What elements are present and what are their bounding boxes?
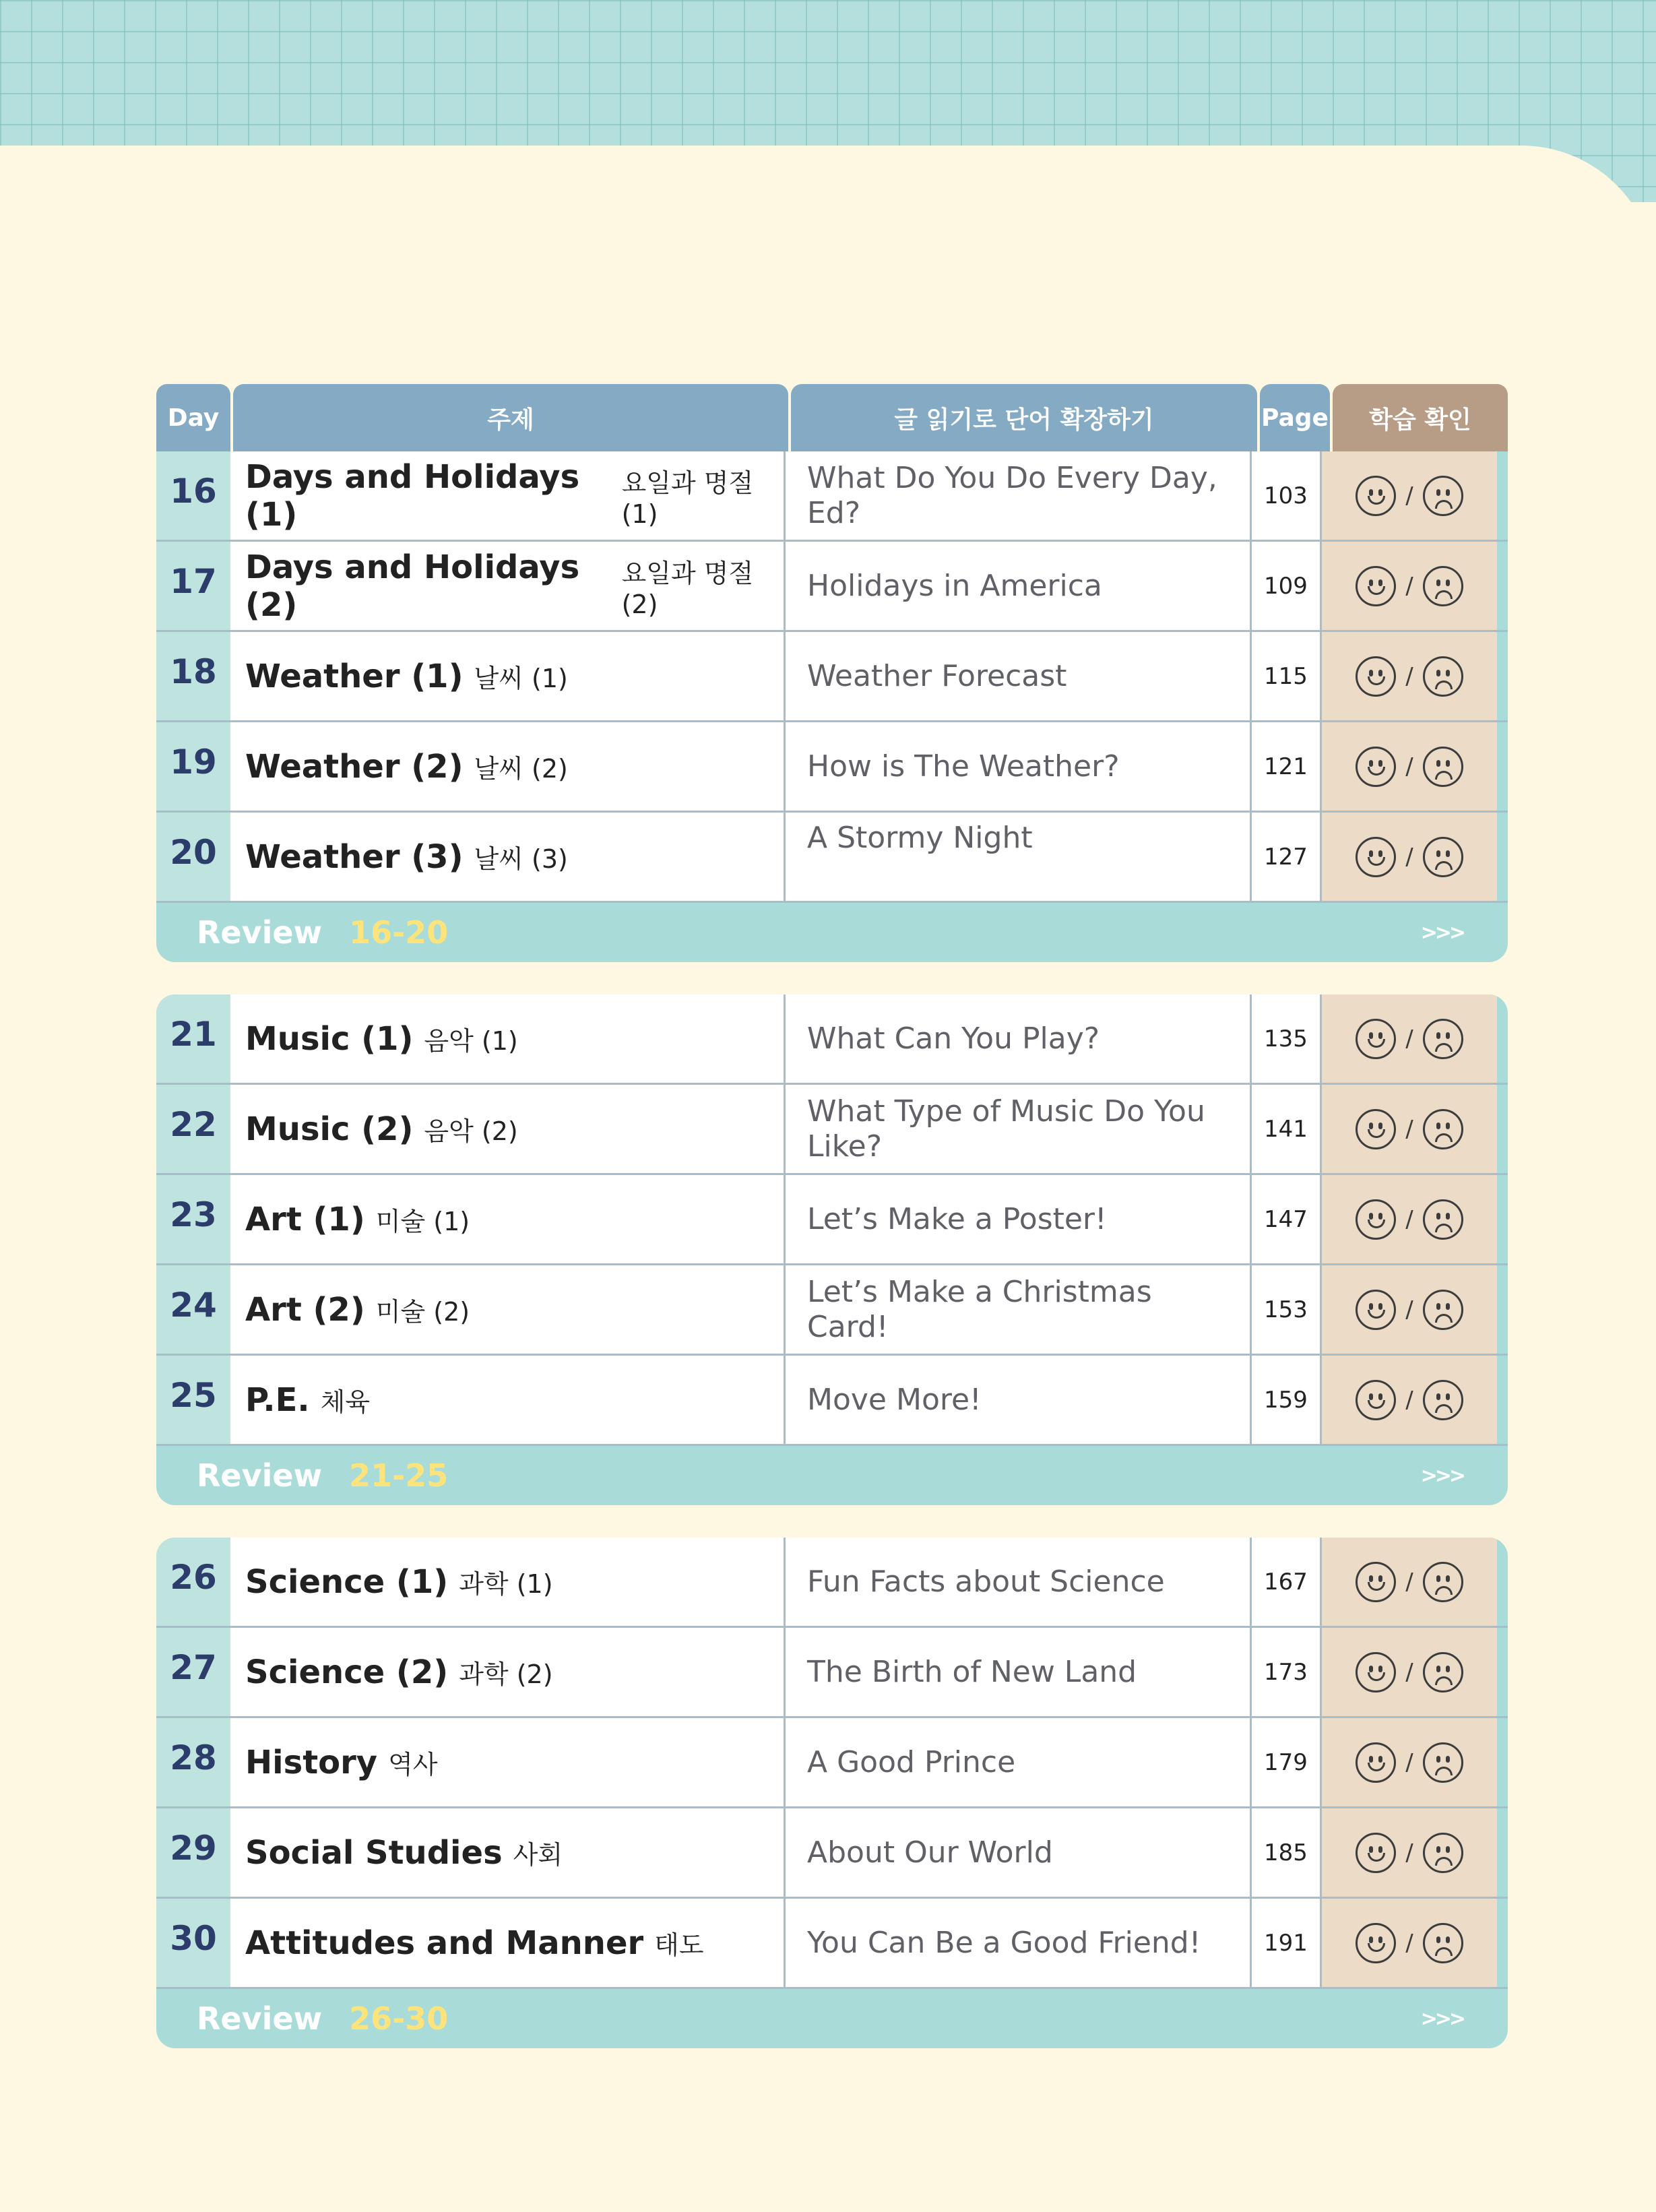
day-number: 23 — [156, 1175, 230, 1263]
sad-face-icon[interactable] — [1423, 566, 1463, 606]
topic-korean: 요일과 명절 (2) — [621, 559, 754, 619]
topic-english: Art (2) — [245, 1290, 365, 1329]
triple-chevron-icon: >>> — [1420, 920, 1463, 945]
topic-english: Days and Holidays (1) — [245, 457, 580, 534]
review-bar[interactable] — [156, 903, 1508, 962]
page-number: 191 — [1252, 1899, 1322, 1987]
day-number: 18 — [156, 632, 230, 720]
reading-title: Move More! — [786, 1356, 1252, 1444]
table-row[interactable] — [156, 994, 1508, 1085]
study-check — [1322, 994, 1497, 1083]
sad-face-icon[interactable] — [1423, 1652, 1463, 1693]
happy-face-icon[interactable] — [1356, 1290, 1396, 1330]
triple-chevron-icon: >>> — [1420, 1463, 1463, 1488]
topic-cell — [230, 451, 786, 540]
header-check: 학습 확인 — [1333, 384, 1508, 451]
topic-korean: 날씨 (2) — [474, 754, 568, 784]
day-group-1 — [156, 451, 1508, 962]
review-label: Review — [197, 914, 323, 951]
topic-cell — [230, 1175, 786, 1263]
topic-english: Social Studies — [245, 1833, 503, 1872]
check-separator: / — [1405, 1839, 1413, 1866]
happy-face-icon[interactable] — [1356, 1199, 1396, 1240]
topic-english: Attitudes and Manner — [245, 1924, 644, 1962]
topic-cell — [230, 1538, 786, 1626]
check-separator: / — [1405, 753, 1413, 780]
topic-korean: 체육 — [320, 1387, 371, 1417]
topic-korean: 음악 (1) — [424, 1026, 518, 1056]
topic-english: History — [245, 1743, 378, 1781]
happy-face-icon[interactable] — [1356, 1742, 1396, 1783]
table-of-contents — [156, 384, 1508, 2081]
topic-english: Art (1) — [245, 1200, 365, 1238]
check-separator: / — [1405, 1929, 1413, 1957]
reading-title: What Can You Play? — [786, 994, 1252, 1083]
table-row[interactable] — [156, 1718, 1508, 1808]
page-number: 109 — [1252, 542, 1322, 630]
header-reading: 글 읽기로 단어 확장하기 — [791, 384, 1257, 451]
table-header — [156, 384, 1508, 451]
page-number: 103 — [1252, 451, 1322, 540]
day-number: 20 — [156, 813, 230, 901]
topic-korean: 미술 (1) — [375, 1207, 470, 1236]
study-check — [1322, 1356, 1497, 1444]
table-row[interactable] — [156, 451, 1508, 542]
review-label: Review — [197, 2000, 323, 2037]
happy-face-icon[interactable] — [1356, 656, 1396, 697]
review-range: 26-30 — [349, 2000, 449, 2037]
page-number: 185 — [1252, 1808, 1322, 1897]
page-number: 141 — [1252, 1085, 1322, 1173]
check-separator: / — [1405, 1568, 1413, 1595]
study-check — [1322, 632, 1497, 720]
happy-face-icon[interactable] — [1356, 1380, 1396, 1420]
happy-face-icon[interactable] — [1356, 1019, 1396, 1059]
topic-cell — [230, 1628, 786, 1716]
page-number: 135 — [1252, 994, 1322, 1083]
happy-face-icon[interactable] — [1356, 747, 1396, 787]
sad-face-icon[interactable] — [1423, 1562, 1463, 1602]
check-separator: / — [1405, 1296, 1413, 1323]
day-number: 29 — [156, 1808, 230, 1897]
topic-english: Music (1) — [245, 1019, 414, 1058]
reading-title: Holidays in America — [786, 542, 1252, 630]
header-day: Day — [156, 384, 230, 451]
topic-english: Weather (1) — [245, 657, 464, 695]
review-bar[interactable] — [156, 1989, 1508, 2048]
reading-title: Weather Forecast — [786, 632, 1252, 720]
study-check — [1322, 451, 1497, 540]
day-number: 22 — [156, 1085, 230, 1173]
table-row[interactable] — [156, 542, 1508, 632]
study-check — [1322, 1899, 1497, 1987]
reading-title: A Good Prince — [786, 1718, 1252, 1806]
study-check — [1322, 1175, 1497, 1263]
topic-cell — [230, 813, 786, 901]
review-label: Review — [197, 1457, 323, 1494]
review-range: 16-20 — [349, 914, 449, 951]
sad-face-icon[interactable] — [1423, 747, 1463, 787]
table-row[interactable] — [156, 722, 1508, 813]
topic-cell — [230, 632, 786, 720]
topic-english: Weather (3) — [245, 838, 464, 876]
page-number: 179 — [1252, 1718, 1322, 1806]
happy-face-icon[interactable] — [1356, 1833, 1396, 1873]
reading-title: Fun Facts about Science — [786, 1538, 1252, 1626]
topic-korean: 역사 — [388, 1750, 438, 1779]
check-separator: / — [1405, 1658, 1413, 1686]
reading-title: Let’s Make a Christmas Card! — [786, 1265, 1252, 1354]
review-bar[interactable] — [156, 1446, 1508, 1505]
topic-english: Science (1) — [245, 1562, 449, 1601]
topic-cell — [230, 1899, 786, 1987]
page-number: 127 — [1252, 813, 1322, 901]
check-separator: / — [1405, 1025, 1413, 1052]
topic-cell — [230, 1356, 786, 1444]
sad-face-icon[interactable] — [1423, 1199, 1463, 1240]
table-row[interactable] — [156, 1628, 1508, 1718]
topic-cell — [230, 542, 786, 630]
topic-english: Weather (2) — [245, 747, 464, 786]
page-number: 167 — [1252, 1538, 1322, 1626]
sad-face-icon[interactable] — [1423, 1019, 1463, 1059]
page-number: 173 — [1252, 1628, 1322, 1716]
check-separator: / — [1405, 572, 1413, 600]
sad-face-icon[interactable] — [1423, 1380, 1463, 1420]
study-check — [1322, 1628, 1497, 1716]
table-row[interactable] — [156, 1538, 1508, 1628]
study-check — [1322, 1265, 1497, 1354]
topic-cell — [230, 1718, 786, 1806]
topic-korean: 과학 (1) — [459, 1569, 553, 1599]
toc-blocks — [156, 451, 1508, 2048]
sad-face-icon[interactable] — [1423, 656, 1463, 697]
sad-face-icon[interactable] — [1423, 476, 1463, 516]
happy-face-icon[interactable] — [1356, 1923, 1396, 1963]
topic-cell — [230, 722, 786, 811]
reading-title: About Our World — [786, 1808, 1252, 1897]
sad-face-icon[interactable] — [1423, 837, 1463, 877]
topic-cell — [230, 1085, 786, 1173]
sad-face-icon[interactable] — [1423, 1833, 1463, 1873]
table-row[interactable] — [156, 1265, 1508, 1356]
page-number: 159 — [1252, 1356, 1322, 1444]
happy-face-icon[interactable] — [1356, 1652, 1396, 1693]
day-group-3 — [156, 1538, 1508, 2048]
topic-korean: 날씨 (3) — [474, 844, 568, 874]
day-number: 16 — [156, 451, 230, 540]
day-number: 30 — [156, 1899, 230, 1987]
table-row[interactable] — [156, 1085, 1508, 1175]
page-number: 153 — [1252, 1265, 1322, 1354]
page-number: 121 — [1252, 722, 1322, 811]
header-topic: 주제 — [233, 384, 788, 451]
check-separator: / — [1405, 482, 1413, 509]
table-row[interactable] — [156, 632, 1508, 722]
page-number: 147 — [1252, 1175, 1322, 1263]
study-check — [1322, 722, 1497, 811]
day-number: 26 — [156, 1538, 230, 1626]
reading-title: You Can Be a Good Friend! — [786, 1899, 1252, 1987]
day-number: 21 — [156, 994, 230, 1083]
topic-english: Music (2) — [245, 1110, 414, 1148]
reading-title: The Birth of New Land — [786, 1628, 1252, 1716]
sad-face-icon[interactable] — [1423, 1290, 1463, 1330]
topic-korean: 날씨 (1) — [474, 664, 568, 693]
topic-korean: 과학 (2) — [459, 1660, 553, 1689]
day-number: 25 — [156, 1356, 230, 1444]
sad-face-icon[interactable] — [1423, 1109, 1463, 1149]
topic-korean: 사회 — [513, 1840, 563, 1870]
sad-face-icon[interactable] — [1423, 1923, 1463, 1963]
table-row[interactable] — [156, 813, 1508, 903]
topic-english: Days and Holidays (2) — [245, 548, 580, 624]
check-separator: / — [1405, 843, 1413, 871]
topic-korean: 태도 — [654, 1930, 704, 1960]
table-row[interactable] — [156, 1356, 1508, 1446]
topic-korean: 음악 (2) — [424, 1116, 518, 1146]
happy-face-icon[interactable] — [1356, 476, 1396, 516]
day-number: 17 — [156, 542, 230, 630]
topic-cell — [230, 1808, 786, 1897]
table-row[interactable] — [156, 1175, 1508, 1265]
study-check — [1322, 1085, 1497, 1173]
study-check — [1322, 813, 1497, 901]
topic-english: P.E. — [245, 1381, 310, 1419]
check-separator: / — [1405, 1748, 1413, 1776]
day-number: 27 — [156, 1628, 230, 1716]
topic-cell — [230, 1265, 786, 1354]
reading-title: What Type of Music Do You Like? — [786, 1085, 1252, 1173]
triple-chevron-icon: >>> — [1420, 2006, 1463, 2031]
check-separator: / — [1405, 1386, 1413, 1414]
happy-face-icon[interactable] — [1356, 1562, 1396, 1602]
table-row[interactable] — [156, 1808, 1508, 1899]
happy-face-icon[interactable] — [1356, 1109, 1396, 1149]
check-separator: / — [1405, 1115, 1413, 1143]
day-group-2 — [156, 994, 1508, 1505]
topic-cell — [230, 994, 786, 1083]
happy-face-icon[interactable] — [1356, 566, 1396, 606]
table-row[interactable] — [156, 1899, 1508, 1989]
day-number: 19 — [156, 722, 230, 811]
reading-title: How is The Weather? — [786, 722, 1252, 811]
topic-korean: 미술 (2) — [375, 1297, 470, 1327]
topic-english: Science (2) — [245, 1653, 449, 1691]
page-number: 115 — [1252, 632, 1322, 720]
study-check — [1322, 1718, 1497, 1806]
study-check — [1322, 1808, 1497, 1897]
day-number: 28 — [156, 1718, 230, 1806]
day-number: 24 — [156, 1265, 230, 1354]
check-separator: / — [1405, 1205, 1413, 1233]
review-range: 21-25 — [349, 1457, 449, 1494]
reading-title: A Stormy Night — [786, 813, 1252, 901]
topic-korean: 요일과 명절 (1) — [621, 468, 754, 529]
sad-face-icon[interactable] — [1423, 1742, 1463, 1783]
happy-face-icon[interactable] — [1356, 837, 1396, 877]
study-check — [1322, 542, 1497, 630]
check-separator: / — [1405, 662, 1413, 690]
reading-title: Let’s Make a Poster! — [786, 1175, 1252, 1263]
reading-title: What Do You Do Every Day, Ed? — [786, 451, 1252, 540]
study-check — [1322, 1538, 1497, 1626]
header-page: Page — [1260, 384, 1330, 451]
